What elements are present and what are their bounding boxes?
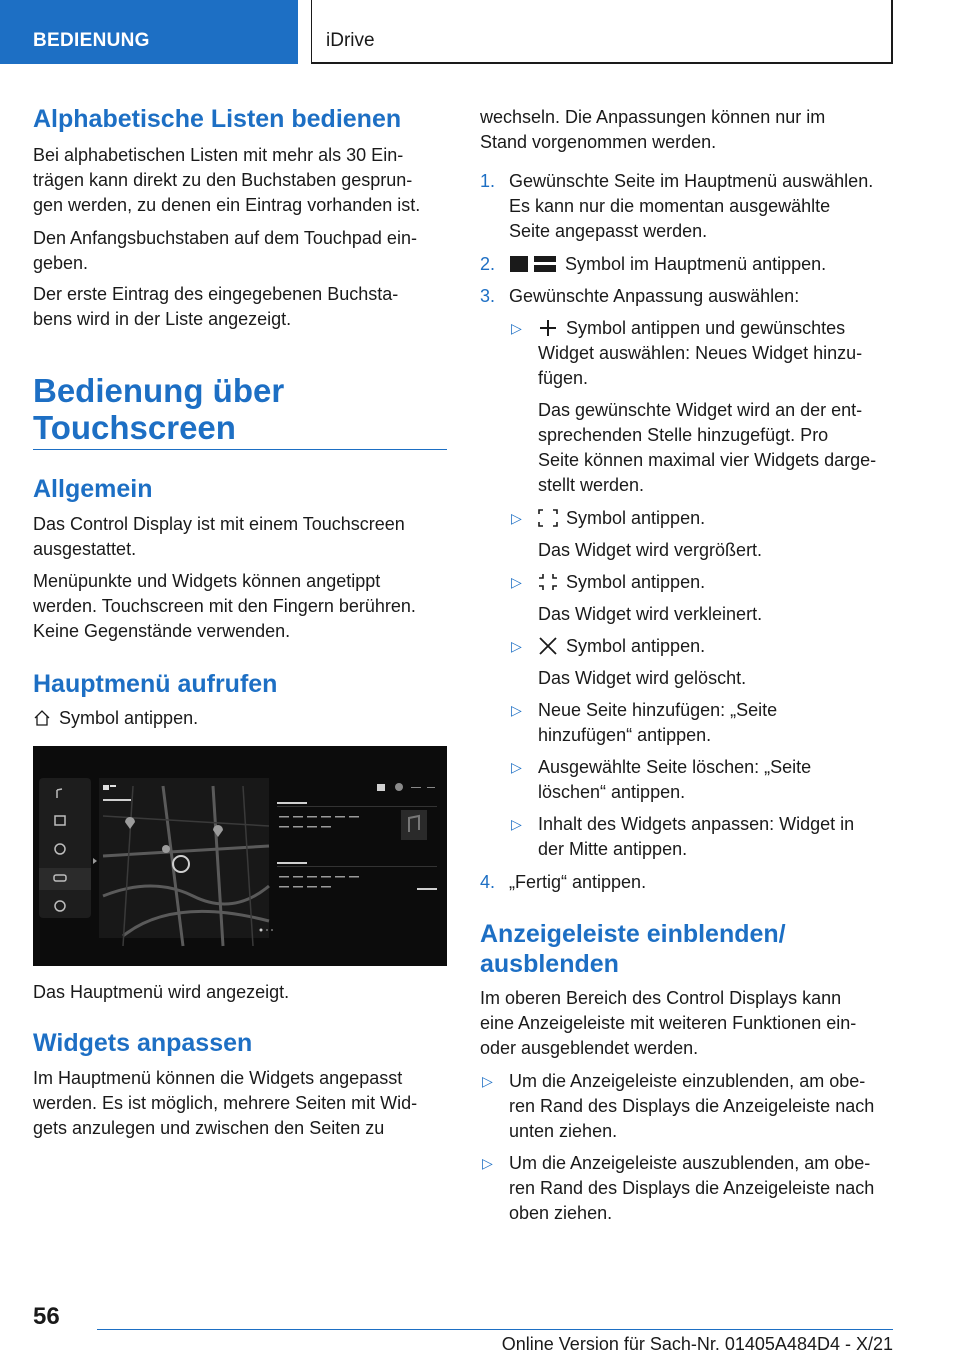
bullet-delete-page: Ausgewählte Seite löschen: „Seite löschen“ antippen. <box>538 757 812 802</box>
bullet-hide-bar: Um die Anzeigeleiste auszublenden, am obe- ren Rand des Displays die Anzeigeleiste nach oben ziehen. <box>509 1153 875 1223</box>
general-paragraph-1: Das Control Display ist mit einem Touchscreen ausgestattet. <box>33 514 405 559</box>
triangle-bullet-icon: ▷ <box>511 702 522 718</box>
alpha-paragraph-2: Den Anfangsbuchstaben auf dem Touchpad ein- geben. <box>33 228 417 273</box>
step-number-1: 1. <box>480 171 496 191</box>
bullet-enlarge-detail: Das Widget wird vergrößert. <box>538 540 763 560</box>
footer-rule <box>97 1329 893 1330</box>
alpha-paragraph-3: Der erste Eintrag des eingegebenen Buchsta- bens wird in der Liste angezeigt. <box>33 284 399 329</box>
home-icon <box>33 709 51 727</box>
bullet-show-bar: Um die Anzeigeleiste einzublenden, am obe- ren Rand des Displays die Anzeigeleiste nach unten ziehen. <box>509 1071 875 1141</box>
alpha-paragraph-1: Bei alphabetischen Listen mit mehr als 30 Ein- trägen kann direkt zu den Buchstaben gesprun- gen werden, zu denen ein Eintrag vorhanden ist. <box>33 145 421 215</box>
bullet-widget-content: Inhalt des Widgets anpassen: Widget in der Mitte antippen. <box>538 814 855 859</box>
step-number-3: 3. <box>480 286 496 306</box>
bullet-add-widget: Symbol antippen und gewünschtes Widget auswählen: Neues Widget hinzu- fügen. <box>538 318 863 388</box>
widget-edit-icon <box>509 255 557 273</box>
triangle-bullet-icon: ▷ <box>511 816 522 832</box>
heading-alphabetic-lists: Alphabetische Listen bedienen <box>33 105 402 133</box>
widgets-continued: wechseln. Die Anpassungen können nur im Stand vorgenommen werden. <box>480 107 826 152</box>
triangle-bullet-icon: ▷ <box>511 759 522 775</box>
step-2: Symbol im Hauptmenü antippen. <box>509 252 826 277</box>
footer-text: Online Version für Sach-Nr. 01405A484D4 - X/21 <box>501 1334 893 1354</box>
shrink-icon <box>538 573 558 591</box>
section-tab <box>0 0 298 64</box>
bullet-shrink: Symbol antippen. <box>538 570 705 595</box>
heading-general: Allgemein <box>33 475 153 503</box>
bullet-delete: Symbol antippen. <box>538 634 705 659</box>
status-bar-paragraph: Im oberen Bereich des Control Displays kann eine Anzeigeleiste mit weiteren Funktionen ein- oder ausgeblendet werden. <box>480 988 857 1058</box>
chapter-tab <box>311 0 893 64</box>
bullet-enlarge: Symbol antippen. <box>538 506 705 531</box>
heading-touchscreen: Bedienung über Touchscreen <box>33 372 285 446</box>
heading-status-bar: Anzeigeleiste einblenden/ ausblenden <box>480 920 786 978</box>
widgets-paragraph: Im Hauptmenü können die Widgets angepasst werden. Es ist möglich, mehrere Seiten mit Wid- gets anzulegen und zwischen den Seiten zu <box>33 1068 418 1138</box>
step-3: Gewünschte Anpassung auswählen: <box>509 286 800 306</box>
enlarge-icon <box>538 509 558 527</box>
triangle-bullet-icon: ▷ <box>511 638 522 654</box>
heading-main-menu: Hauptmenü aufrufen <box>33 670 278 698</box>
triangle-bullet-icon: ▷ <box>511 574 522 590</box>
triangle-bullet-icon: ▷ <box>511 320 522 336</box>
bullet-delete-detail: Das Widget wird gelöscht. <box>538 668 747 688</box>
chapter-title: iDrive <box>326 30 375 51</box>
display-illustration <box>33 746 447 966</box>
step-number-4: 4. <box>480 872 496 892</box>
bullet-add-widget-detail: Das gewünschte Widget wird an der ent- sprechenden Stelle hinzugefügt. Pro Seite können maximal vier Widgets darge- stellt werden. <box>538 400 877 495</box>
close-icon <box>538 637 558 655</box>
bullet-shrink-detail: Das Widget wird verkleinert. <box>538 604 763 624</box>
heading-widgets: Widgets anpassen <box>33 1029 253 1057</box>
plus-icon <box>538 319 558 337</box>
main-menu-screenshot <box>33 746 447 966</box>
bullet-new-page: Neue Seite hinzufügen: „Seite hinzufügen“ antippen. <box>538 700 778 745</box>
section-title: BEDIENUNG <box>33 30 150 51</box>
page-number: 56 <box>33 1303 60 1330</box>
step-1: Gewünschte Seite im Hauptmenü auswählen. Es kann nur die momentan ausgewählte Seite angepasst werden. <box>509 171 874 241</box>
step-4: „Fertig“ antippen. <box>509 872 647 892</box>
triangle-bullet-icon: ▷ <box>511 510 522 526</box>
triangle-bullet-icon: ▷ <box>482 1073 493 1089</box>
general-paragraph-2: Menüpunkte und Widgets können angetippt werden. Touchscreen mit den Fingern berühren. Keine Gegenstände verwenden. <box>33 571 416 641</box>
step-number-2: 2. <box>480 254 496 274</box>
main-menu-caption: Das Hauptmenü wird angezeigt. <box>33 982 290 1002</box>
triangle-bullet-icon: ▷ <box>482 1155 493 1171</box>
main-menu-paragraph: Symbol antippen. <box>33 706 198 731</box>
heading-rule <box>33 449 447 450</box>
